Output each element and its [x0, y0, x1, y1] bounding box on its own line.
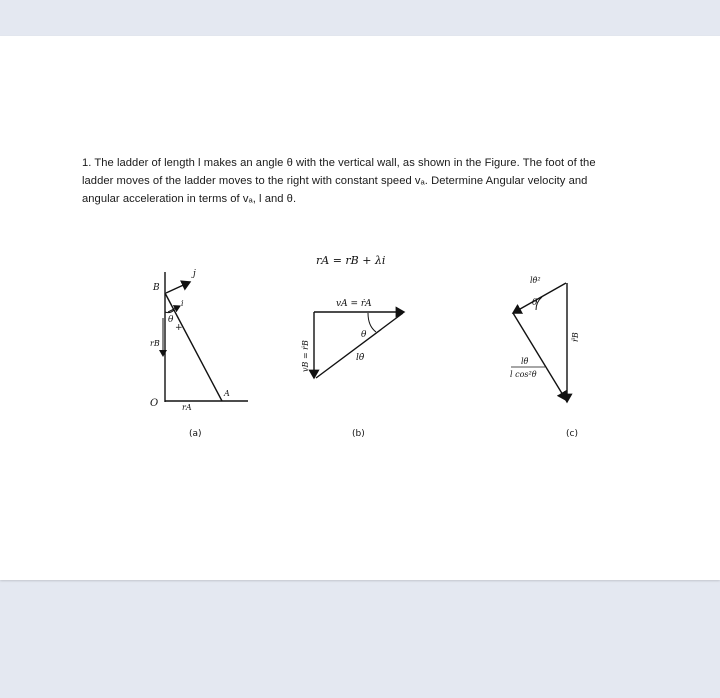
label-lthetadot: lθ̇: [356, 353, 365, 363]
problem-line-1: 1. The ladder of length l makes an angle θ with the vertical wall, as shown in the Figure. The foot of the: [82, 157, 596, 169]
label-A: A: [224, 389, 230, 398]
label-frac-bot: l cos²θ: [510, 370, 537, 379]
label-j: j: [193, 269, 196, 279]
problem-line-3: angular acceleration in terms of vₐ, l and θ.: [82, 193, 297, 205]
label-O: O: [150, 398, 159, 409]
figure-b: [301, 299, 404, 439]
label-vB: vB = ṙB: [301, 340, 310, 372]
label-B: B: [153, 283, 160, 293]
label-theta-a: θ: [168, 315, 174, 325]
label-theta-c: θ: [532, 298, 538, 308]
caption-b: (b): [352, 429, 365, 439]
ltheta-line: [316, 313, 403, 378]
problem-line-2: ladder moves of the ladder moves to the right with constant speed vₐ. Determine Angular velocity and: [82, 175, 588, 187]
ltheta2-arrow: [513, 283, 566, 313]
plus-mark: +: [175, 323, 183, 333]
angle-arc-b: [368, 313, 376, 332]
figure-a: [150, 269, 248, 439]
label-frac-top: lθ̈: [521, 357, 529, 366]
label-i: i: [181, 299, 184, 308]
label-rA: rA: [182, 403, 192, 412]
label-rB-ddot: r̈B: [571, 332, 580, 342]
j-arrow: [166, 282, 190, 293]
equation: rA = rB + λi: [316, 254, 386, 267]
caption-c: (c): [566, 429, 578, 439]
label-rB: rB: [150, 339, 160, 348]
label-vA: vA = ṙA: [336, 299, 372, 309]
caption-a: (a): [189, 429, 202, 439]
label-ltheta2: lθ̇²: [530, 276, 541, 285]
label-theta-b: θ: [361, 330, 367, 340]
figure-c: [510, 276, 580, 439]
